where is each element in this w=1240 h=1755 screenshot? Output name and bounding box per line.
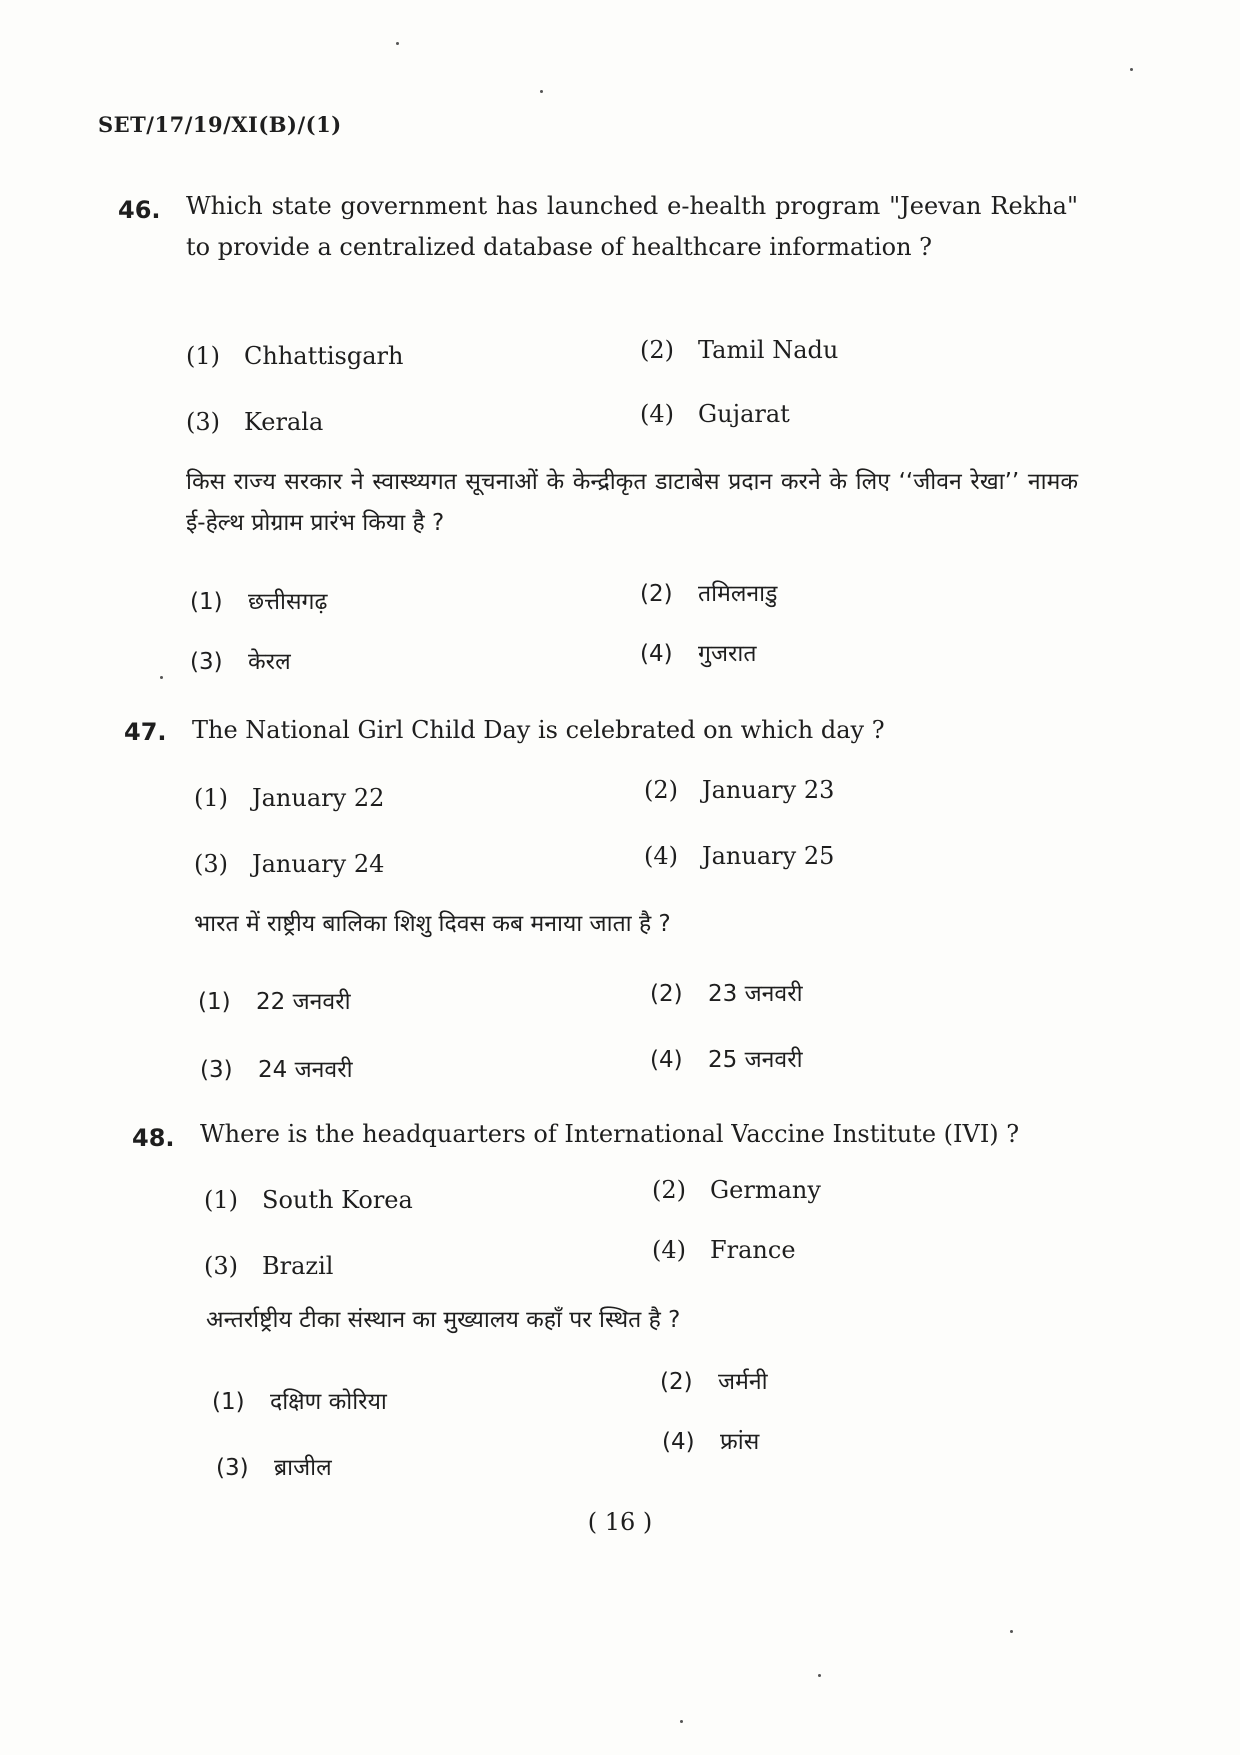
option-number: (4) bbox=[662, 1429, 695, 1455]
option-number: (1) bbox=[194, 784, 228, 812]
option-label: ब्राजील bbox=[274, 1455, 332, 1481]
option-en bbox=[194, 850, 384, 878]
option-label: 25 जनवरी bbox=[708, 1047, 803, 1073]
option-number: (2) bbox=[660, 1369, 693, 1395]
option-number: (2) bbox=[652, 1176, 686, 1204]
question-number: 46. bbox=[118, 196, 161, 224]
option-hi bbox=[640, 576, 777, 608]
option-number: (4) bbox=[652, 1236, 686, 1264]
option-number: (1) bbox=[186, 342, 220, 370]
option-hi bbox=[640, 636, 757, 668]
option-label: तमिलनाडु bbox=[698, 581, 778, 607]
option-label: Germany bbox=[710, 1176, 821, 1204]
option-label: फ्रांस bbox=[720, 1429, 760, 1455]
option-number: (4) bbox=[640, 400, 674, 428]
question-text-en: Which state government has launched e-health program "Jeevan Rekha" to provide a centralized database of healthcare information ? bbox=[186, 192, 1078, 261]
question-text-hi: अन्तर्राष्ट्रीय टीका संस्थान का मुख्यालय कहाँ पर स्थित है ? bbox=[206, 1307, 681, 1333]
option-label: January 23 bbox=[702, 776, 835, 804]
option-label: छत्तीसगढ़ bbox=[248, 589, 328, 615]
option-number: (3) bbox=[190, 649, 223, 675]
option-label: Kerala bbox=[244, 408, 324, 436]
question-text-en: The National Girl Child Day is celebrated on which day ? bbox=[192, 716, 885, 744]
option-hi bbox=[650, 976, 803, 1008]
option-number: (3) bbox=[186, 408, 220, 436]
question-text-hi: भारत में राष्ट्रीय बालिका शिशु दिवस कब मनाया जाता है ? bbox=[194, 911, 671, 937]
option-hi bbox=[650, 1042, 803, 1074]
option-label: January 24 bbox=[252, 850, 385, 878]
option-number: (3) bbox=[200, 1057, 233, 1083]
option-en bbox=[204, 1186, 413, 1214]
option-label: Gujarat bbox=[698, 400, 790, 428]
paper-code: SET/17/19/XI(B)/(1) bbox=[98, 112, 342, 137]
scan-speck bbox=[818, 1674, 821, 1677]
option-number: (1) bbox=[212, 1389, 245, 1415]
option-en bbox=[644, 842, 834, 870]
option-number: (4) bbox=[640, 641, 673, 667]
option-label: France bbox=[710, 1236, 796, 1264]
option-en bbox=[644, 776, 834, 804]
option-en bbox=[194, 784, 384, 812]
option-number: (2) bbox=[644, 776, 678, 804]
option-label: Brazil bbox=[262, 1252, 334, 1280]
option-label: January 25 bbox=[702, 842, 835, 870]
option-label: दक्षिण कोरिया bbox=[270, 1389, 387, 1415]
option-label: केरल bbox=[248, 649, 291, 675]
option-label: गुजरात bbox=[698, 641, 757, 667]
option-label: Tamil Nadu bbox=[698, 336, 839, 364]
option-number: (4) bbox=[650, 1047, 683, 1073]
page-number: ( 16 ) bbox=[587, 1508, 653, 1536]
scan-speck bbox=[160, 676, 163, 679]
option-label: Chhattisgarh bbox=[244, 342, 404, 370]
option-label: जर्मनी bbox=[718, 1369, 768, 1395]
option-number: (3) bbox=[194, 850, 228, 878]
option-hi bbox=[198, 984, 351, 1016]
option-en bbox=[652, 1236, 796, 1264]
option-number: (2) bbox=[640, 581, 673, 607]
scan-speck bbox=[540, 90, 543, 93]
scan-speck bbox=[680, 1720, 683, 1723]
option-number: (4) bbox=[644, 842, 678, 870]
option-en bbox=[652, 1176, 821, 1204]
option-hi bbox=[200, 1052, 353, 1084]
option-number: (1) bbox=[204, 1186, 238, 1214]
question-text-en: Where is the headquarters of International Vaccine Institute (IVI) ? bbox=[200, 1120, 1020, 1148]
option-hi bbox=[212, 1384, 387, 1416]
question-number: 48. bbox=[132, 1124, 175, 1152]
scan-speck bbox=[1130, 68, 1133, 71]
option-hi bbox=[662, 1424, 759, 1456]
option-en bbox=[204, 1252, 333, 1280]
question-text-hi: किस राज्य सरकार ने स्वास्थ्यगत सूचनाओं के केन्द्रीकृत डाटाबेस प्रदान करने के लिए ‘‘जीवन रेखा’’ नामक ई-हेल्थ प्रोग्राम प्रारंभ किया है ? bbox=[186, 469, 1078, 536]
option-label: January 22 bbox=[252, 784, 385, 812]
scan-speck bbox=[396, 42, 399, 45]
option-en bbox=[640, 336, 838, 364]
option-number: (2) bbox=[650, 981, 683, 1007]
option-hi bbox=[190, 584, 327, 616]
option-label: 22 जनवरी bbox=[256, 989, 351, 1015]
option-number: (3) bbox=[216, 1455, 249, 1481]
option-hi bbox=[216, 1450, 332, 1482]
option-number: (1) bbox=[190, 589, 223, 615]
option-label: South Korea bbox=[262, 1186, 413, 1214]
option-number: (3) bbox=[204, 1252, 238, 1280]
option-number: (1) bbox=[198, 989, 231, 1015]
option-number: (2) bbox=[640, 336, 674, 364]
option-hi bbox=[660, 1364, 768, 1396]
option-hi bbox=[190, 644, 291, 676]
option-en bbox=[186, 342, 403, 370]
scan-speck bbox=[1010, 1630, 1013, 1633]
option-label: 23 जनवरी bbox=[708, 981, 803, 1007]
option-en bbox=[640, 400, 790, 428]
question-number: 47. bbox=[124, 718, 167, 746]
option-label: 24 जनवरी bbox=[258, 1057, 353, 1083]
option-en bbox=[186, 408, 323, 436]
